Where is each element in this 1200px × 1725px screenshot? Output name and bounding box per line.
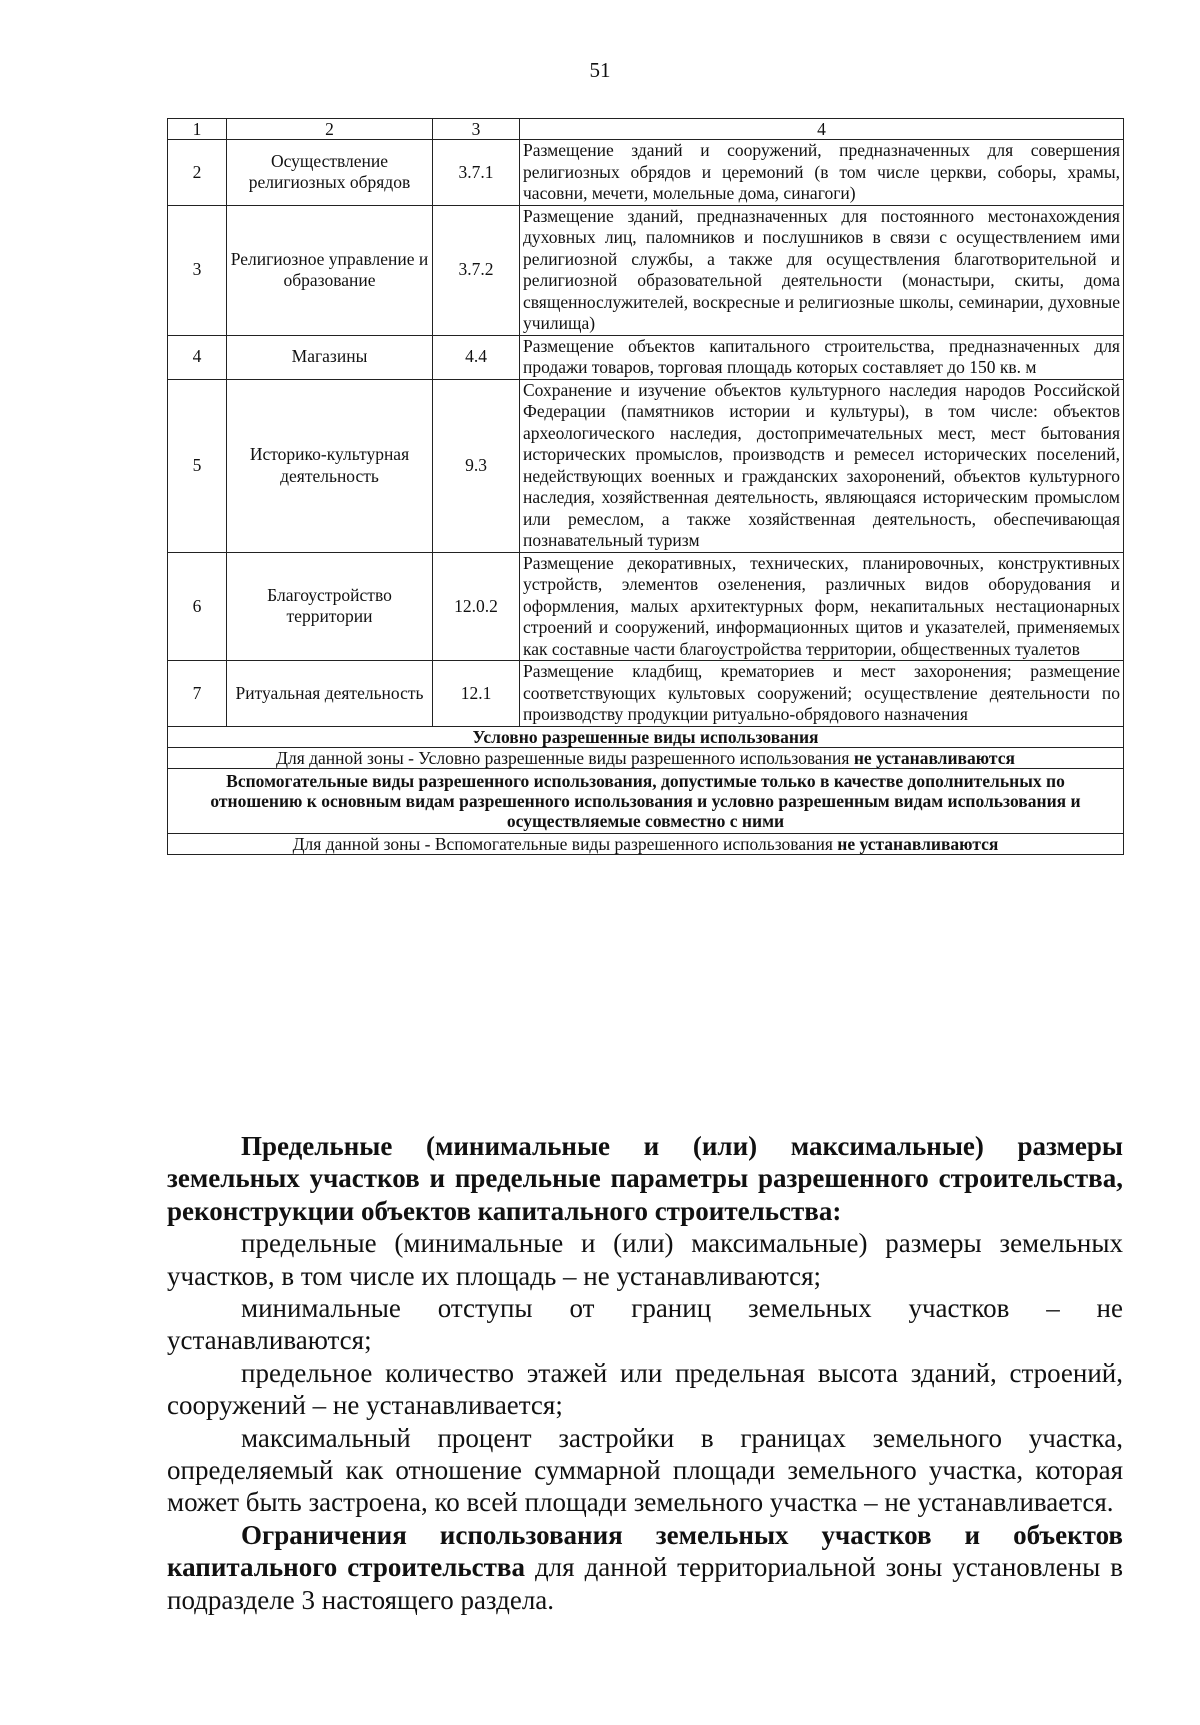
use-type-description: Размещение объектов капитального строительства, предназначенных для продажи товаров, торговая площадь которых составляет до 150 кв. м: [520, 335, 1124, 379]
use-type-name: Ритуальная деятельность: [227, 661, 433, 727]
restrictions-rest: для данной территориальной зоны установлены в подразделе 3 настоящего раздела.: [167, 1552, 1123, 1615]
table-row: [168, 205, 1124, 335]
conditional-uses-heading: Условно разрешенные виды использования: [168, 726, 1124, 747]
auxiliary-note-emphasis: не устанавливаются: [837, 833, 999, 854]
use-type-description: Размещение зданий и сооружений, предназначенных для совершения религиозных обрядов и церемоний (в том числе церкви, соборы, храмы, часовни, мечети, молельные дома, синагоги): [520, 140, 1124, 206]
table-header-row: [168, 119, 1124, 140]
use-type-description: Размещение декоративных, технических, планировочных, конструктивных устройств, элементов озеленения, различных видов оборудования и оформления, малых архитектурных форм, некапитальных нестационарных строений и сооружений, информационных щитов и указателей, применяемых как составные части благоустройства территории, общественных туалетов: [520, 552, 1124, 661]
limits-section: [167, 1130, 1123, 1616]
use-type-description: Размещение зданий, предназначенных для постоянного местонахождения духовных лиц, паломников и послушников в связи с осуществлением ими религиозной службы, а также для осуществления благотворительной и религиозной образовательной деятельности (монастыри, скиты, дома священнослужителей, воскресные и религиозные школы, семинарии, духовные училища): [520, 205, 1124, 335]
restrictions-paragraph: [167, 1519, 1123, 1616]
table-row: [168, 140, 1124, 206]
row-number: 2: [168, 140, 227, 206]
row-number: 3: [168, 205, 227, 335]
header-col-4: 4: [520, 119, 1124, 140]
limits-heading: Предельные (минимальные и (или) максимальные) размеры земельных участков и предельные параметры разрешенного строительства, реконструкции объектов капитального строительства:: [167, 1131, 1123, 1226]
table-row: [168, 379, 1124, 552]
restrictions-bold: Ограничения использования земельных участков и объектов капитального строительства: [167, 1519, 1123, 1583]
row-number: 5: [168, 379, 227, 552]
limit-item: предельное количество этажей или предельная высота зданий, строений, сооружений – не устанавливается;: [167, 1357, 1123, 1421]
use-type-name: Благоустройство территории: [227, 552, 433, 661]
table-row: [168, 335, 1124, 379]
limit-item: предельные (минимальные и (или) максимальные) размеры земельных участков, в том числе их площадь – не устанавливаются;: [167, 1228, 1123, 1291]
use-type-code: 3.7.1: [433, 140, 520, 206]
use-type-name: Религиозное управление и образование: [227, 205, 433, 335]
use-type-description: Сохранение и изучение объектов культурного наследия народов Российской Федерации (памятников истории и культуры), в том числе: объектов археологического наследия, достопримечательных мест, мест бытования исторических промыслов, производств и ремесел исторических поселений, недействующих военных и гражданских захоронений, объектов культурного наследия, хозяйственная деятельность, являющаяся историческим промыслом или ремеслом, а также хозяйственная деятельность, обеспечивающая познавательный туризм: [520, 379, 1124, 552]
table-row: [168, 552, 1124, 661]
conditional-note-emphasis: не устанавливаются: [853, 747, 1015, 768]
row-number: 7: [168, 661, 227, 727]
row-number: 6: [168, 552, 227, 661]
use-type-code: 12.1: [433, 661, 520, 727]
use-type-code: 4.4: [433, 335, 520, 379]
page-number: 51: [589, 58, 611, 82]
use-type-code: 12.0.2: [433, 552, 520, 661]
limit-item: максимальный процент застройки в границах земельного участка, определяемый как отношение суммарной площади земельного участка, которая может быть застроена, ко всей площади земельного участка – не устанавливается.: [167, 1422, 1123, 1518]
conditional-uses-note-row: [168, 747, 1124, 768]
use-type-name: Историко-культурная деятельность: [227, 379, 433, 552]
limit-item: минимальные отступы от границ земельных участков – не устанавливаются;: [167, 1293, 1123, 1356]
use-type-name: Магазины: [227, 335, 433, 379]
conditional-note-text: Для данной зоны - Условно разрешенные виды разрешенного использования: [276, 747, 854, 768]
header-col-3: 3: [433, 119, 520, 140]
auxiliary-note-text: Для данной зоны - Вспомогательные виды разрешенного использования: [292, 833, 838, 854]
table-row: [168, 661, 1124, 727]
use-type-name: Осуществление религиозных обрядов: [227, 140, 433, 206]
auxiliary-uses-note-row: [168, 833, 1124, 854]
land-use-table: [167, 118, 1124, 855]
header-col-1: 1: [168, 119, 227, 140]
conditional-uses-note: [168, 747, 1124, 768]
use-type-description: Размещение кладбищ, крематориев и мест захоронения; размещение соответствующих культовых сооружений; осуществление деятельности по производству продукции ритуально-обрядового назначения: [520, 661, 1124, 727]
use-type-code: 9.3: [433, 379, 520, 552]
auxiliary-uses-heading: Вспомогательные виды разрешенного использования, допустимые только в качестве дополнительных по отношению к основным видам разрешенного использования и условно разрешенным видам использования и осуществляемые совместно с ними: [168, 768, 1124, 833]
auxiliary-uses-heading-row: [168, 768, 1124, 833]
row-number: 4: [168, 335, 227, 379]
conditional-uses-heading-row: [168, 726, 1124, 747]
auxiliary-uses-note: [168, 833, 1124, 854]
use-type-code: 3.7.2: [433, 205, 520, 335]
header-col-2: 2: [227, 119, 433, 140]
